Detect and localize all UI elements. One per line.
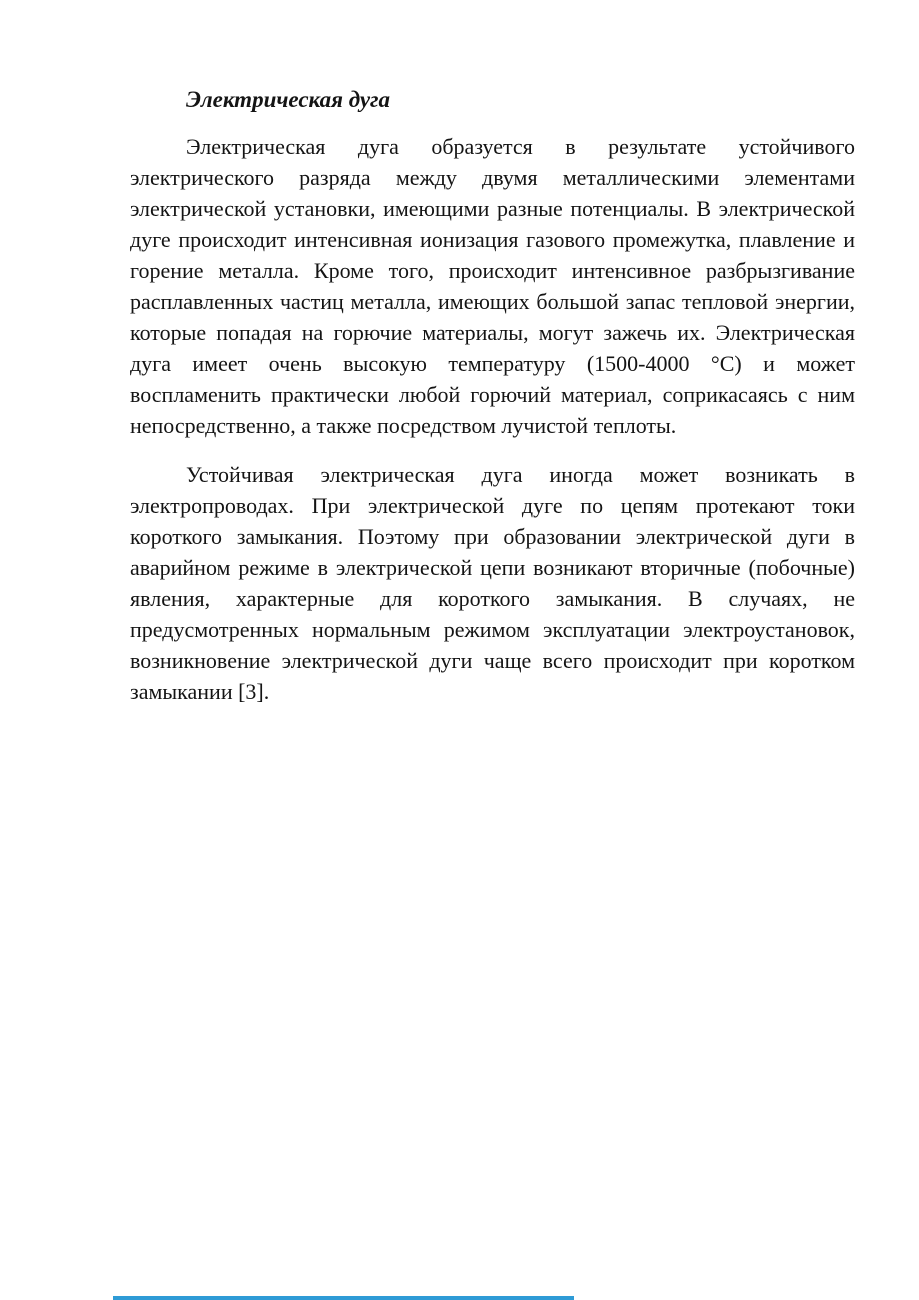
text-line: воспламенить практически любой горючий материал, соприкасаясь с ним <box>130 382 855 407</box>
text-line: расплавленных частиц металла, имеющих большой запас тепловой энергии, <box>130 289 855 314</box>
body-paragraphs <box>130 131 855 707</box>
text-line: аварийном режиме в электрической цепи возникают вторичные (побочные) <box>130 555 855 580</box>
text-line: дуге происходит интенсивная ионизация газового промежутка, плавление и <box>130 227 855 252</box>
text-line: Устойчивая электрическая дуга иногда может возникать в <box>186 462 855 487</box>
paragraph <box>130 131 855 441</box>
text-line: короткого замыкания. Поэтому при образовании электрической дуги в <box>130 524 855 549</box>
text-line: замыкании [3]. <box>130 679 270 704</box>
section-heading: Электрическая дуга <box>186 87 391 112</box>
text-line: электрической установки, имеющими разные потенциалы. В электрической <box>130 196 855 221</box>
text-line: электрического разряда между двумя металлическими элементами <box>130 165 855 190</box>
text-line: электропроводах. При электрической дуге по цепям протекают токи <box>130 493 855 518</box>
text-line: возникновение электрической дуги чаще всего происходит при коротком <box>130 648 855 673</box>
text-line: Электрическая дуга образуется в результате устойчивого <box>186 134 855 159</box>
paragraph <box>130 459 855 707</box>
text-block <box>130 84 855 707</box>
bottom-accent-line <box>113 1296 574 1300</box>
text-line: горение металла. Кроме того, происходит интенсивное разбрызгивание <box>130 258 855 283</box>
text-line: предусмотренных нормальным режимом эксплуатации электроустановок, <box>130 617 855 642</box>
text-line: непосредственно, а также посредством лучистой теплоты. <box>130 413 677 438</box>
text-line: которые попадая на горючие материалы, могут зажечь их. Электрическая <box>130 320 855 345</box>
text-line: дуга имеет очень высокую температуру (1500-4000 °С) и может <box>130 351 855 376</box>
text-line: явления, характерные для короткого замыкания. В случаях, не <box>130 586 855 611</box>
